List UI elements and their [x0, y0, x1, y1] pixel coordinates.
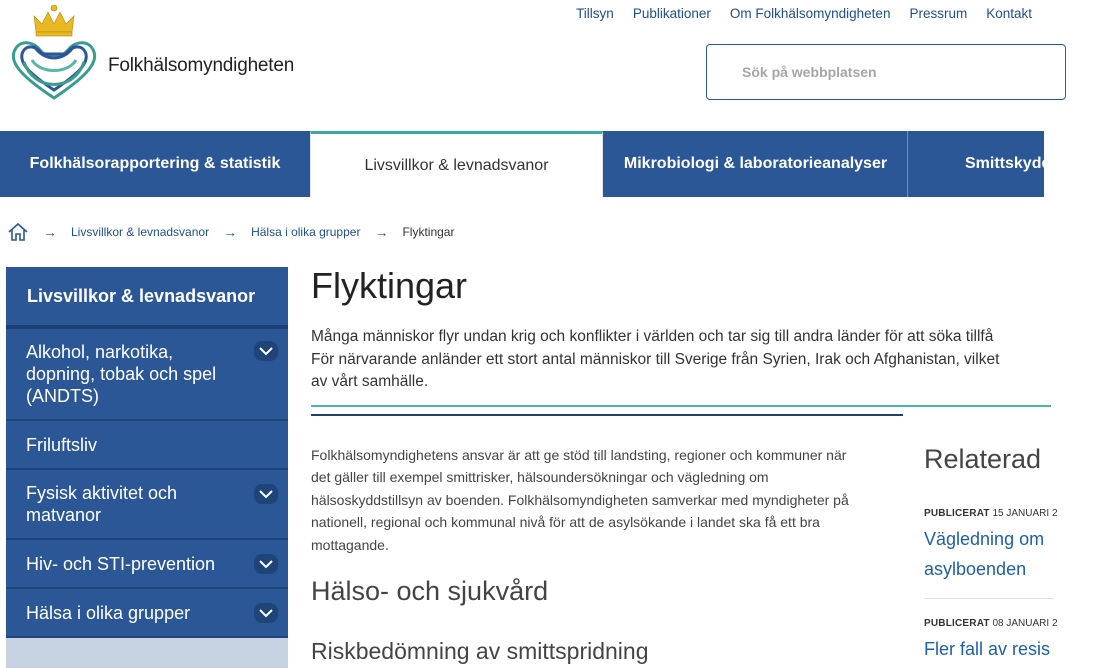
- section-sidebar: [6, 267, 288, 667]
- intro-line: av vårt samhälle.: [311, 373, 429, 390]
- home-icon[interactable]: [7, 222, 29, 242]
- sidebar-item-label: Hälsa i olika grupper: [26, 602, 191, 623]
- intro-line: Många människor flyr undan krig och konflikter i världen och tar sig till andra länder för att söka tillfå: [311, 328, 994, 345]
- page-title: Flyktingar: [311, 265, 468, 306]
- chevron-down-icon[interactable]: [254, 554, 278, 574]
- breadcrumb-arrow-icon: →: [43, 224, 57, 240]
- published-date: 08 JANUARI 2: [992, 618, 1058, 629]
- sidebar-item-label: Friluftsliv: [26, 434, 97, 455]
- nav-tab-mikrobiologi[interactable]: [603, 131, 908, 197]
- body-paragraph: [311, 444, 881, 556]
- sidebar-subitem-active[interactable]: [6, 638, 288, 668]
- body-line: hälsoskyddstillsyn av boenden. Folkhälsomyndigheten samverkar med myndigheter på: [311, 491, 849, 508]
- breadcrumb-arrow-icon: →: [374, 224, 389, 240]
- body-line: mottagande.: [311, 536, 389, 553]
- related-meta: [924, 508, 1058, 519]
- sidebar-item-friluftsliv[interactable]: [6, 421, 288, 470]
- sidebar-item-fysisk-aktivitet[interactable]: [6, 470, 288, 540]
- search-input[interactable]: [707, 45, 1042, 99]
- body-line: Folkhälsomyndighetens ansvar är att ge stöd till landsting, regioner och kommuner när: [311, 447, 847, 463]
- body-line: det gäller till exempel smittrisker, hälsoundersökningar och vägledning om: [311, 469, 769, 486]
- chevron-down-icon[interactable]: [254, 484, 278, 504]
- related-link-line: Vägledning om: [924, 529, 1045, 549]
- nav-tab-label: Smittskydd: [965, 155, 1052, 172]
- related-link[interactable]: [924, 634, 1050, 664]
- related-link-line: asylboenden: [924, 559, 1027, 579]
- sidebar-item-label: Fysisk aktivitet och matvanor: [26, 483, 178, 525]
- published-date: 15 JANUARI 2: [992, 508, 1058, 519]
- utility-nav: [576, 6, 1032, 21]
- content-divider: [311, 414, 903, 416]
- top-link-kontakt[interactable]: Kontakt: [986, 6, 1032, 21]
- nav-tab-label: Livsvillkor & levnadsvanor: [364, 156, 549, 174]
- subsection-heading: Riskbedömning av smittspridning: [311, 638, 649, 664]
- related-link-line: Fler fall av resis: [924, 639, 1051, 659]
- top-link-tillsyn[interactable]: Tillsyn: [576, 6, 614, 21]
- breadcrumb-link-halsa[interactable]: Hälsa i olika grupper: [251, 225, 361, 239]
- related-meta: [924, 618, 1058, 629]
- main-nav: [0, 131, 1052, 197]
- top-link-publikationer[interactable]: Publikationer: [632, 6, 711, 21]
- related-divider: [924, 598, 1054, 599]
- site-logo[interactable]: [4, 2, 104, 104]
- chevron-down-icon[interactable]: [254, 341, 278, 361]
- nav-tab-label: Mikrobiologi & laboratorieanalyser: [623, 155, 888, 172]
- breadcrumb-arrow-icon: →: [223, 224, 238, 240]
- section-heading: Hälso- och sjukvård: [311, 576, 549, 606]
- search-box: [706, 44, 1066, 100]
- body-line: nationell, regional och kommunal nivå för att de asylsökande i landet ska få ett bra: [311, 514, 820, 531]
- logo-icon: [4, 2, 104, 104]
- nav-tab-smittskydd[interactable]: [908, 131, 1098, 197]
- sidebar-heading[interactable]: Livsvillkor & levnadsvanor: [6, 267, 288, 329]
- chevron-down-icon[interactable]: [254, 603, 278, 623]
- breadcrumb: [7, 222, 454, 242]
- intro-line: För närvarande anländer ett stort antal människor till Sverige från Syrien, Irak och Afghanistan, vilket: [311, 350, 1000, 368]
- sidebar-item-hiv-sti[interactable]: [6, 540, 288, 589]
- sidebar-item-halsa-grupper[interactable]: [6, 589, 288, 638]
- intro-divider: [311, 405, 1051, 407]
- sidebar-item-label: Alkohol, narkotika, dopning, tobak och spel (ANDTS): [26, 342, 217, 406]
- nav-tab-livsvillkor[interactable]: [310, 131, 603, 197]
- brand-name: Folkhälsomyndigheten: [108, 55, 295, 76]
- published-label: PUBLICERAT: [924, 508, 990, 519]
- top-link-om[interactable]: Om Folkhälsomyndigheten: [729, 6, 891, 21]
- intro-text: [311, 326, 1051, 394]
- sidebar-item-andts[interactable]: [6, 329, 288, 421]
- breadcrumb-current: Flyktingar: [402, 225, 455, 239]
- breadcrumb-link-livsvillkor[interactable]: Livsvillkor & levnadsvanor: [71, 225, 210, 239]
- related-link[interactable]: [924, 524, 1044, 584]
- sidebar-item-label: Hiv- och STI-prevention: [26, 553, 216, 574]
- nav-tab-folkhalsorapportering[interactable]: [0, 131, 310, 197]
- top-link-pressrum[interactable]: Pressrum: [909, 6, 968, 21]
- nav-tab-label: Folkhälsorapportering & statistik: [29, 155, 281, 172]
- published-label: PUBLICERAT: [924, 618, 990, 629]
- related-heading: Relaterad: [924, 444, 1042, 474]
